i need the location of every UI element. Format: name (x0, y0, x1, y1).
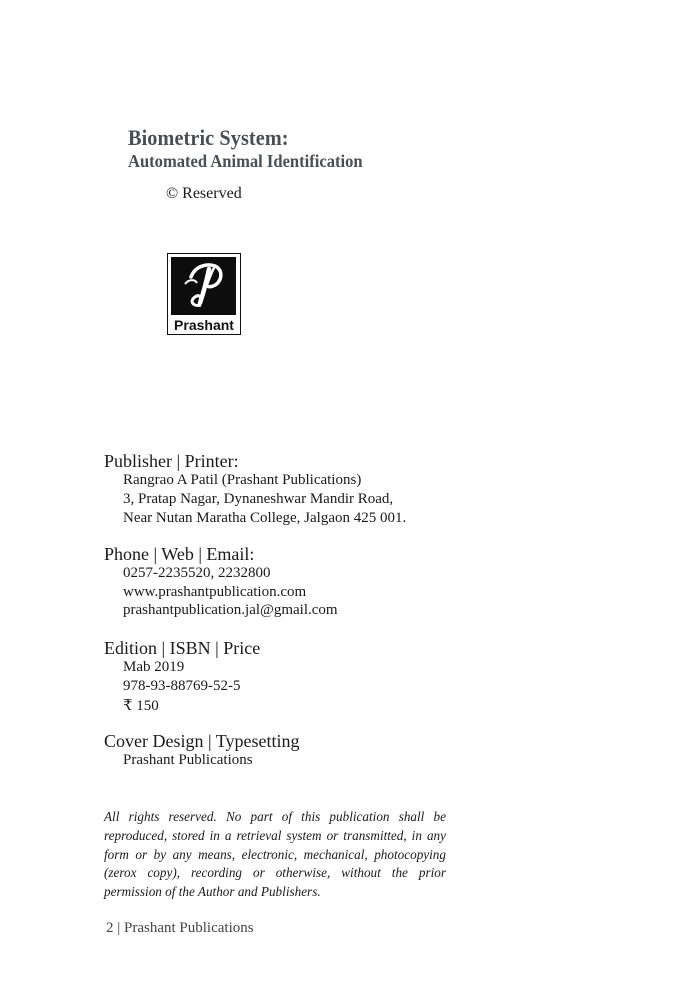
contact-heading: Phone | Web | Email: (104, 544, 255, 564)
design-heading: Cover Design | Typesetting (104, 731, 300, 751)
logo-wordmark: Prashant (174, 317, 234, 333)
isbn: 978-93-88769-52-5 (123, 678, 241, 694)
publisher-line: Rangrao A Patil (Prashant Publications) (123, 472, 362, 488)
page-footer: 2 | Prashant Publications (106, 920, 254, 936)
contact-email: prashantpublication.jal@gmail.com (123, 602, 338, 618)
copyright-notice: © Reserved (166, 185, 242, 202)
publisher-line: Near Nutan Maratha College, Jalgaon 425 001. (123, 510, 407, 526)
rights-notice: All rights reserved. No part of this publication shall be reproduced, stored in a retrieval system or transmitted, in any form or by any means, electronic, mechanical, photocopying (zerox copy), recording or otherwise, without the prior permission of the Author and Publishers. (104, 809, 446, 900)
book-subtitle: Automated Animal Identification (128, 151, 363, 171)
contact-phone: 0257-2235520, 2232800 (123, 565, 271, 581)
contact-website: www.prashantpublication.com (123, 584, 307, 600)
book-title: Biometric System: (128, 125, 289, 150)
p-monogram-icon (171, 257, 236, 315)
design-credit: Prashant Publications (123, 752, 253, 768)
edition-heading: Edition | ISBN | Price (104, 638, 261, 658)
publisher-heading: Publisher | Printer: (104, 451, 239, 471)
price: ₹ 150 (123, 698, 159, 714)
prashant-logo (167, 253, 241, 335)
prashant-logo-icon (171, 257, 236, 315)
edition-date: Mab 2019 (123, 659, 185, 675)
publisher-line: 3, Pratap Nagar, Dynaneshwar Mandir Road, (123, 491, 394, 507)
